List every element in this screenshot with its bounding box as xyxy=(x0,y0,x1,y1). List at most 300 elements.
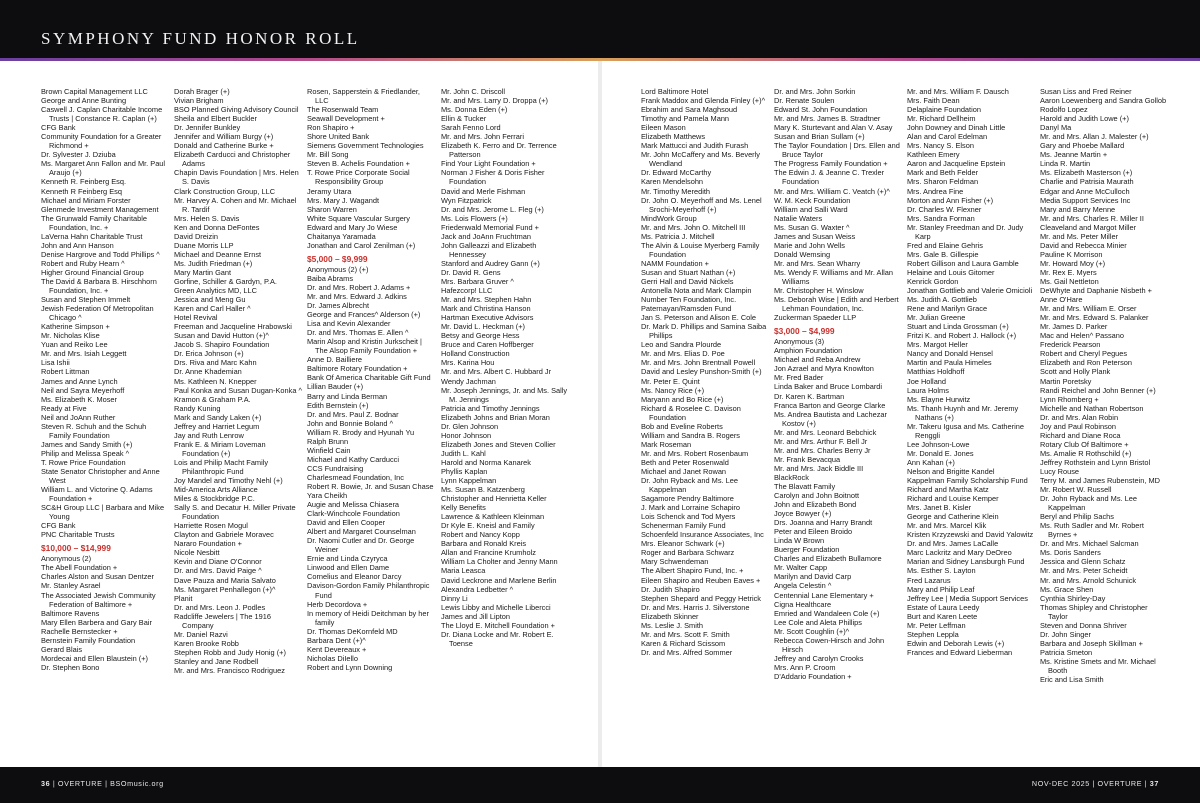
donor-entry: Elizabeth Carducci and Christopher Adams xyxy=(174,150,291,169)
donor-entry: Yara Cheikh xyxy=(307,491,348,501)
donor-entry: Edwin and Deborah Lewis (+) xyxy=(907,638,1005,648)
donor-entry: Shore United Bank xyxy=(307,132,370,142)
donor-entry: Mac and Helen^ Passano xyxy=(1040,331,1124,341)
honor-roll-column-4 xyxy=(441,87,569,648)
page-gutter xyxy=(598,61,602,767)
donor-entry: Mr. Frank Bevacqua xyxy=(774,454,841,464)
donor-entry: Steven B. Achelis Foundation + xyxy=(307,159,410,169)
donor-entry: Eric and Lisa Smith xyxy=(1040,675,1104,685)
donor-entry: Michael and Reba Andrew xyxy=(774,355,861,365)
donor-entry: Jonathan Gottlieb and Valerie Omicioli xyxy=(907,286,1033,296)
donor-entry: Edward St. John Foundation xyxy=(774,105,868,115)
donor-entry: Lee Johnson-Lowe xyxy=(907,439,970,449)
donor-entry: Mrs. Faith Dean xyxy=(907,96,960,106)
donor-entry: The Albert Shapiro Fund, Inc. + xyxy=(641,566,744,576)
donor-entry: Mid-America Arts Alliance xyxy=(174,485,258,495)
donor-entry: Centennial Lane Elementary + xyxy=(774,590,874,600)
donor-entry: John and Bonnie Boland ^ xyxy=(307,418,394,428)
donor-entry: Jeffrey and Harriet Legum xyxy=(174,421,260,431)
donor-entry: Leo and Sandra Plourde xyxy=(641,340,722,350)
donor-entry: Mr. Rex E. Myers xyxy=(1040,267,1097,277)
donor-entry: Sagamore Pendry Baltimore xyxy=(641,494,734,504)
donor-entry: Randy Kuning xyxy=(174,403,221,413)
donor-entry: Rosen, Sapperstein & Friedlander, LLC xyxy=(307,87,420,106)
donor-entry: Lois and Philip Macht Family Philanthropic Fund xyxy=(174,457,269,476)
donor-entry: Ms. Patricia J. Mitchell xyxy=(641,231,715,241)
donor-entry: Mr. and Mrs. Stephen Hahn xyxy=(441,295,532,305)
donor-entry: Lisa Ishii xyxy=(41,358,70,368)
donor-entry: Jessica and Meng Gu xyxy=(174,295,246,305)
donor-entry: Joy Mandel and Timothy Nehl (+) xyxy=(174,476,283,486)
donor-entry: Freeman and Jacqueline Hrabowski xyxy=(174,322,292,332)
donor-entry: David and Lesley Punshon-Smith (+) xyxy=(641,367,762,377)
donor-entry: Ms. Grace Shen xyxy=(1040,584,1094,594)
donor-entry: Buerger Foundation xyxy=(774,545,840,555)
donor-entry: Marilyn and David Carp xyxy=(774,572,852,582)
donor-entry: Jeramy Utara xyxy=(307,186,352,196)
donor-entry: Stephen Robb and Judy Honig (+) xyxy=(174,647,286,657)
donor-entry: The Rosenwald Team xyxy=(307,105,379,115)
donor-entry: Harold and Judith Lowe (+) xyxy=(1040,114,1129,124)
donor-entry: Ms. Nancy Rice (+) xyxy=(641,385,705,395)
donor-entry: Mr. Robert W. Russell xyxy=(1040,485,1112,495)
donor-entry: Bruce and Caren Hoffberger xyxy=(441,340,534,350)
donor-entry: Mr. and Mrs. William E. Orser xyxy=(1040,304,1137,314)
donor-entry: Nicole Nesbitt xyxy=(174,548,220,558)
donor-entry: Mr. and Mrs. William F. Dausch xyxy=(907,87,1009,96)
donor-entry: Number Ten Foundation, Inc. xyxy=(641,295,737,305)
donor-entry: Mary Schwendeman xyxy=(641,557,709,567)
donor-entry: John Galleazzi and Elizabeth Hennessey xyxy=(441,240,537,259)
donor-entry: Charles and Elizabeth Bullamore xyxy=(774,554,882,564)
donor-entry: Patricia and Timothy Jennings xyxy=(441,403,540,413)
donor-entry: Schoenfeld Insurance Associates, Inc xyxy=(641,530,764,540)
donor-entry: The Lloyd E. Mitchell Foundation + xyxy=(441,620,556,630)
donor-entry: Mary K. Sturtevant and Alan V. Asay xyxy=(774,123,893,133)
donor-entry: Holland Construction xyxy=(441,349,510,359)
donor-entry: Mr. Daniel Razvi xyxy=(174,629,228,639)
donor-entry: Stanford and Audrey Gann (+) xyxy=(441,258,540,268)
donor-entry: Neil and Sayra Meyerhoff xyxy=(41,385,125,395)
donor-entry: Robert and Ruby Hearn ^ xyxy=(41,258,125,268)
donor-entry: Find Your Light Foundation + xyxy=(441,159,536,169)
donor-entry: Lee Cole and Aleta Phillips xyxy=(774,617,862,627)
donor-entry: Mr. and Mrs. Isiah Leggett xyxy=(41,349,127,359)
donor-entry: The Taylor Foundation | Drs. Ellen and Bruce Taylor xyxy=(774,141,900,160)
donor-entry: Dr. and Mrs. Jerome L. Fleg (+) xyxy=(441,204,544,214)
donor-entry: Anne O'Hare xyxy=(1040,295,1083,305)
donor-entry: Robert and Cheryl Pegues xyxy=(1040,349,1128,359)
giving-level-heading: $5,000 – $9,999 xyxy=(307,253,368,264)
donor-entry: Mr. Richard Dellheim xyxy=(907,114,976,124)
donor-entry: Elizabeth Matthews xyxy=(641,132,706,142)
donor-entry: Mrs. Karina Hou xyxy=(441,358,495,368)
donor-entry: Mr. Takeru Igusa and Ms. Catherine Renggli xyxy=(907,421,1024,440)
donor-entry: Mr. and Mrs. John O. Mitchell III xyxy=(641,222,746,232)
donor-entry: Joyce Bowyer (+) xyxy=(774,509,832,519)
donor-entry: Dr. Anne Khademian xyxy=(174,367,242,377)
donor-entry: Zuckerman Spaeder LLP xyxy=(774,313,857,323)
donor-entry: Anne D. Bailliere xyxy=(307,355,363,365)
donor-entry: Barry and Linda Berman xyxy=(307,391,388,401)
donor-entry: Linwood and Ellen Dame xyxy=(307,563,390,573)
footer-right-text: NOV-DEC 2025 | OVERTURE | xyxy=(1031,779,1148,788)
donor-entry: Mr. and Mrs. Sean Wharry xyxy=(774,258,861,268)
donor-entry: Aaron Loewenberg and Sandra Gollob xyxy=(1040,96,1167,106)
donor-entry: Ms. Donna Eden (+) xyxy=(441,105,508,115)
donor-entry: Stanley and Jane Rodbell xyxy=(174,656,259,666)
donor-entry: Martin and Paula Himeles xyxy=(907,358,992,368)
donor-entry: Baiba Abrams xyxy=(307,273,354,283)
donor-entry: Fred and Elaine Gehris xyxy=(907,240,983,250)
donor-entry: Mr. Peter Leffman xyxy=(907,620,966,630)
donor-entry: Susan Liss and Fred Reiner xyxy=(1040,87,1132,96)
donor-entry: Clark Construction Group, LLC xyxy=(174,186,276,196)
donor-entry: MindWork Group xyxy=(641,213,697,223)
donor-entry: Ebrahim and Sara Maghsoud xyxy=(641,105,738,115)
donor-entry: Mary and Philip Leaf xyxy=(907,584,975,594)
donor-entry: Steven and Donna Shriver xyxy=(1040,620,1127,630)
donor-entry: BlackRock xyxy=(774,472,809,482)
donor-entry: Mr. and Mrs. Marcel Klik xyxy=(907,521,987,531)
donor-entry: Kathleen Emery xyxy=(907,150,960,160)
donor-entry: Mrs. Sandra Forman xyxy=(907,213,975,223)
donor-entry: Jessica and Glenn Schatz xyxy=(1040,557,1126,567)
donor-entry: Jon Azrael and Myra Knowlton xyxy=(774,364,874,374)
donor-entry: Stuart and Linda Grossman (+) xyxy=(907,322,1009,332)
donor-entry: Cleaveland and Margot Miller xyxy=(1040,222,1137,232)
donor-entry: Karen and Carl Haller ^ xyxy=(174,304,251,314)
donor-entry: Frederick Pearson xyxy=(1040,340,1101,350)
donor-entry: Karen Brooke Robb xyxy=(174,638,239,648)
donor-entry: Linda R. Martin xyxy=(1040,159,1091,169)
donor-entry: Ms. Deborah Wise | Edith and Herbert Lehman Foundation, Inc. xyxy=(774,295,899,314)
donor-entry: Donald and Catherine Burke + xyxy=(174,141,274,151)
donor-entry: Denise Hargrove and Todd Phillips ^ xyxy=(41,249,160,259)
donor-entry: Clayton and Gabriele Moravec xyxy=(174,530,274,540)
donor-entry: Mr. and Mrs. Charles Berry Jr xyxy=(774,445,871,455)
donor-entry: David and Rebecca Minier xyxy=(1040,240,1127,250)
donor-entry: Frank Maddox and Glenda Finley (+)^ xyxy=(641,96,766,106)
donor-entry: Kelly Benefits xyxy=(441,503,486,513)
page-header xyxy=(0,0,1200,58)
donor-entry: Sarah Fenno Lord xyxy=(441,123,501,133)
donor-entry: Jacob S. Shapiro Foundation xyxy=(174,340,270,350)
donor-entry: Ms. Lois Flowers (+) xyxy=(441,213,508,223)
donor-entry: Mr. and Mrs. Jack Biddle III xyxy=(774,463,864,473)
donor-entry: Neil and JoAnn Ruther xyxy=(41,412,116,422)
donor-entry: Siemens Government Technologies xyxy=(307,141,424,151)
donor-entry: Edith Bernstein (+) xyxy=(307,400,369,410)
donor-entry: Allan and Francine Krumholz xyxy=(441,548,536,558)
donor-entry: Mr. David L. Heckman (+) xyxy=(441,322,525,332)
donor-entry: Thomas Shipley and Christopher Taylor xyxy=(1040,602,1148,621)
donor-entry: Donald Wemsing xyxy=(774,249,831,259)
donor-entry: Ms. Susan G. Waxter ^ xyxy=(774,222,850,232)
donor-entry: Alexandra Ledbetter ^ xyxy=(441,584,514,594)
donor-entry: Media Support Services Inc xyxy=(1040,195,1131,205)
accent-rule-right xyxy=(600,58,1200,61)
donor-entry: Mr. and Mrs. Charles R. Miller II xyxy=(1040,213,1144,223)
donor-entry: Harold and Norma Kanarek xyxy=(441,457,531,467)
donor-entry: Michael and Miriam Forster xyxy=(41,195,131,205)
donor-entry: Chapin Davis Foundation | Mrs. Helen S. Davis xyxy=(174,168,299,187)
donor-entry: Mr. Stanley Freedman and Dr. Judy Karp xyxy=(907,222,1024,241)
donor-entry: Estate of Laura Leedy xyxy=(907,602,980,612)
donor-entry: Joy and Paul Robinson xyxy=(1040,421,1117,431)
donor-entry: Mr. and Mrs. John Brentnall Powell xyxy=(641,358,756,368)
honor-roll-column-6 xyxy=(774,87,902,681)
donor-entry: Susan and Stuart Nathan (+) xyxy=(641,267,736,277)
donor-entry: Mr. and Mrs. Edward S. Palanker xyxy=(1040,313,1149,323)
donor-entry: Kenneth R. Feinberg Esq. xyxy=(41,177,127,187)
donor-entry: Dr. Stephen Bono xyxy=(41,662,100,672)
donor-entry: Mark and Christina Hanson xyxy=(441,304,531,314)
donor-entry: Planit xyxy=(174,593,193,603)
donor-entry: Dr. John O. Meyerhoff and Ms. Lenel Srochi-Meyerhoff (+) xyxy=(641,195,762,214)
donor-entry: Mr. and Mrs. Allan J. Malester (+) xyxy=(1040,132,1149,142)
donor-entry: Mr. and Mrs. Larry D. Droppa (+) xyxy=(441,96,548,106)
donor-entry: Aaron and Jacqueline Epstein xyxy=(907,159,1006,169)
donor-entry: James and Susan Weiss xyxy=(774,231,856,241)
donor-entry: Ms. Elizabeth Masterson (+) xyxy=(1040,168,1133,178)
donor-entry: Mr. and Mrs. Scott F. Smith xyxy=(641,629,730,639)
donor-entry: Dinny Li xyxy=(441,593,468,603)
honor-roll-column-3 xyxy=(307,87,435,672)
donor-entry: Jonathan and Carol Zenilman (+) xyxy=(307,240,416,250)
donor-entry: Scott and Holly Plank xyxy=(1040,367,1111,377)
donor-entry: Mrs. Nancy S. Elson xyxy=(907,141,974,151)
donor-entry: Mr. and Mrs. Francisco Rodriguez xyxy=(174,666,285,675)
donor-entry: State Senator Christopher and Anne West xyxy=(41,466,160,486)
donor-entry: Fred Lazarus xyxy=(907,575,951,585)
donor-entry: Barbara and Joseph Skillman + xyxy=(1040,638,1143,648)
donor-entry: Sheila and Elbert Buckler xyxy=(174,114,257,124)
donor-entry: Fritzi K. and Robert J. Hallock (+) xyxy=(907,331,1017,341)
donor-entry: Gerri Hall and David Nickels xyxy=(641,276,734,286)
donor-entry: Beth and Peter Rosenwald xyxy=(641,457,729,467)
donor-entry: Dr. and Mrs. Harris J. Silverstone xyxy=(641,602,750,612)
donor-entry: Matthias Holdhoff xyxy=(907,367,965,377)
donor-entry: Barbara Dent (+)^ xyxy=(307,635,366,645)
donor-entry: Betsy and George Hess xyxy=(441,331,520,341)
donor-entry: Dr. and Mrs. Alan Robin xyxy=(1040,412,1119,422)
donor-entry: Mrs. Helen S. Davis xyxy=(174,213,240,223)
donor-entry: Dr. Karen K. Bartman xyxy=(774,391,845,401)
donor-entry: Yuan and Reiko Lee xyxy=(41,340,108,350)
donor-entry: Natalie Waters xyxy=(774,213,823,223)
donor-entry: Richard and Louise Kemper xyxy=(907,494,999,504)
donor-entry: Clark-Winchcole Foundation xyxy=(307,509,400,519)
donor-entry: Mr. Joseph Jennings, Jr. and Ms. Sally M. Jennings xyxy=(441,385,568,404)
donor-entry: Mr. James D. Parker xyxy=(1040,322,1108,332)
donor-entry: Mr. Walter Capp xyxy=(774,563,828,573)
donor-entry: Schenerman Family Fund xyxy=(641,521,726,531)
donor-entry: Brown Capital Management LLC xyxy=(41,87,148,96)
donor-entry: Glenmede Investment Management xyxy=(41,204,159,214)
donor-entry: Vivian Brigham xyxy=(174,96,224,106)
donor-entry: Carolyn and John Boitnott xyxy=(774,491,860,501)
donor-entry: Peter and Eileen Broido xyxy=(774,527,853,537)
donor-entry: Anonymous (2) (+) xyxy=(307,264,369,274)
donor-entry: Eileen Mason xyxy=(641,123,686,133)
donor-entry: Dr. James Albrecht xyxy=(307,301,370,311)
donor-entry: Ms. Gail Nettleton xyxy=(1040,276,1099,286)
donor-entry: David and Ellen Cooper xyxy=(307,518,386,528)
donor-entry: Michael and Deanne Ernst xyxy=(174,249,262,259)
donor-entry: Mark and Beth Felder xyxy=(907,168,979,178)
donor-entry: Sally S. and Decatur H. Miller Private Foundation xyxy=(174,503,296,522)
donor-entry: Elizabeth and Ron Peterson xyxy=(1040,358,1133,368)
donor-entry: Mrs. Eleanor Schwark (+) xyxy=(641,539,725,549)
donor-entry: Lynn Rhomberg + xyxy=(1040,394,1099,404)
donor-entry: Mr. and Mrs. Robert Rosenbaum xyxy=(641,448,749,458)
donor-entry: Lawrence & Kathleen Kleinman xyxy=(441,512,545,522)
donor-entry: Charles Alston and Susan Dentzer xyxy=(41,572,154,582)
donor-entry: Dr. and Mrs. Michael Salcman xyxy=(1040,539,1139,549)
donor-entry: Cigna Healthcare xyxy=(774,599,832,609)
donor-entry: Elizabeth Skinner xyxy=(641,611,699,621)
donor-entry: James and Sandy Smith (+) xyxy=(41,439,133,449)
donor-entry: Hartman Executive Advisors xyxy=(441,313,534,323)
donor-entry: Danyl Ma xyxy=(1040,123,1072,133)
donor-entry: Frances and Edward Lieberman xyxy=(907,647,1013,657)
donor-entry: Ms. Margaret Ann Fallon and Mr. Paul Araujo (+) xyxy=(41,159,166,178)
donor-entry: Mr. Stanley Asrael xyxy=(41,581,101,591)
donor-entry: Marian and Sidney Lansburgh Fund xyxy=(907,557,1025,567)
donor-entry: Friedenwald Memorial Fund + xyxy=(441,222,539,232)
donor-entry: Philip and Melissa Speak ^ xyxy=(41,448,130,458)
donor-entry: DeWhyte and Daphanie Nisbeth + xyxy=(1040,286,1152,296)
donor-entry: Franca Barton and George Clarke xyxy=(774,400,886,410)
donor-entry: The Progress Family Foundation + xyxy=(774,159,888,169)
footer-right xyxy=(1032,779,1159,788)
donor-entry: Lynn Kappelman xyxy=(441,476,497,486)
donor-entry: Lisa and Kevin Alexander xyxy=(307,319,391,329)
donor-entry: Dr. Jennifer Bunkley xyxy=(174,123,241,133)
donor-entry: Nicholas DiIello xyxy=(307,653,358,663)
donor-entry: William and Salli Ward xyxy=(774,204,848,214)
donor-entry: Kenrick Gordon xyxy=(907,276,959,286)
donor-entry: Ms. Wendy F. Williams and Mr. Allan Williams xyxy=(774,267,893,286)
donor-entry: Laura Holms xyxy=(907,385,949,395)
donor-entry: Green Analytics MD, LLC xyxy=(174,286,257,296)
donor-entry: Dr. and Mrs. John Sorkin xyxy=(774,87,856,96)
donor-entry: Ms. Margaret Penhallegon (+)^ xyxy=(174,584,276,594)
donor-entry: Dr. David R. Gens xyxy=(441,267,501,277)
donor-entry: Charlesmead Foundation, Inc xyxy=(307,472,404,482)
footer-left xyxy=(41,779,164,788)
donor-entry: Timothy and Pamela Mann xyxy=(641,114,730,124)
donor-entry: Ann Kahan (+) xyxy=(907,457,955,467)
accent-rule-left xyxy=(0,58,600,61)
donor-entry: Kristen Krzyzewski and David Yalowitz xyxy=(907,530,1034,540)
donor-entry: Edward and Mary Jo Wiese xyxy=(307,222,398,232)
donor-entry: Mr. and Mrs. Leonard Bebchick xyxy=(774,427,877,437)
donor-entry: Antonella Nota and Mark Clampin xyxy=(641,286,752,296)
donor-entry: Norman J Fisher & Doris Fisher Foundation xyxy=(441,168,545,187)
donor-entry: Helaine and Louis Gitomer xyxy=(907,267,995,277)
donor-entry: Barbara and Ronald Kreis xyxy=(441,539,527,549)
donor-entry: Ms. Esther S. Layton xyxy=(907,566,976,576)
donor-entry: Wendy Jachman xyxy=(441,376,496,386)
donor-entry: In memory of Heidi Deitchman by her family xyxy=(307,608,429,627)
donor-entry: Mr. and Mrs. Arthur F. Bell Jr xyxy=(774,436,868,446)
donor-entry: NAMM Foundation + xyxy=(641,258,709,268)
donor-entry: Ms. Judith Friedman (+) xyxy=(174,258,253,268)
donor-entry: Amphion Foundation xyxy=(774,346,843,356)
donor-entry: Cornelius and Eleanor Darcy xyxy=(307,572,402,582)
donor-entry: Marc Lackritz and Mary DeOreo xyxy=(907,548,1012,558)
donor-entry: Mr. Julian Greene xyxy=(907,313,966,323)
donor-entry: BSO Planned Giving Advisory Council xyxy=(174,105,299,115)
donor-entry: Ms. Judith A. Gottlieb xyxy=(907,295,977,305)
donor-entry: Rene and Marilyn Grace xyxy=(907,304,988,314)
donor-entry: Dr. and Mrs. Leon J. Podles xyxy=(174,602,266,612)
donor-entry: Robert R. Bowie, Jr. and Susan Chase xyxy=(307,481,434,491)
donor-entry: Mrs. Mary J. Wagandt xyxy=(307,195,380,205)
donor-entry: Anonymous (3) xyxy=(774,337,825,347)
page-title: SYMPHONY FUND HONOR ROLL xyxy=(41,29,360,48)
donor-entry: The Alvin & Louise Myerberg Family Foundation xyxy=(641,240,760,259)
donor-entry: James and Jill Lipton xyxy=(441,611,511,621)
donor-entry: Kevin and Diane O'Connor xyxy=(174,557,262,567)
donor-entry: Duane Morris LLP xyxy=(174,240,234,250)
donor-entry: Drs. Joanna and Harry Brandt xyxy=(774,518,873,528)
donor-entry: Ms. Kristine Smets and Mr. Michael Booth xyxy=(1040,656,1156,675)
honor-roll-column-7 xyxy=(907,87,1035,657)
donor-entry: Rodolfo Lopez xyxy=(1040,105,1088,115)
donor-entry: Dr. and Mrs. Thomas E. Allen ^ xyxy=(307,328,409,338)
donor-entry: T. Rowe Price Corporate Social Responsibility Group xyxy=(307,168,410,187)
donor-entry: William L. and Victorine Q. Adams Foundation + xyxy=(41,485,153,504)
donor-entry: Stephen Shepard and Peggy Hetrick xyxy=(641,593,761,603)
donor-entry: CCS Fundraising xyxy=(307,463,364,473)
donor-entry: Katherine Simpson + xyxy=(41,322,110,332)
donor-entry: Christopher and Henrietta Keller xyxy=(441,494,547,504)
donor-entry: Jay and Ruth Lenrow xyxy=(174,430,244,440)
donor-entry: Delaplaine Foundation xyxy=(907,105,981,115)
donor-entry: Kramon & Graham P.A. xyxy=(174,394,251,404)
donor-entry: Michael and Janet Rowan xyxy=(641,466,727,476)
donor-entry: Dr. and Mrs. Robert J. Adams + xyxy=(307,282,411,292)
donor-entry: White Square Vascular Surgery xyxy=(307,213,410,223)
donor-entry: Susan and Stephen Immelt xyxy=(41,295,131,305)
donor-entry: Bank Of America Charitable Gift Fund xyxy=(307,373,431,383)
donor-entry: Robert and Lynn Downing xyxy=(307,662,393,672)
donor-entry: Mr. Harvey A. Cohen and Mr. Michael R. Tardif xyxy=(174,195,297,214)
donor-entry: Mrs. Janet B. Kisler xyxy=(907,503,972,513)
donor-entry: Ken and Donna DeFontes xyxy=(174,222,260,232)
donor-entry: PNC Charitable Trusts xyxy=(41,530,115,540)
donor-entry: Mr. Donald E. Jones xyxy=(907,448,974,458)
donor-entry: Mrs. Sharon Feldman xyxy=(907,177,979,187)
donor-entry: CFG Bank xyxy=(41,123,76,133)
donor-entry: Richard & Roselee C. Davison Foundation xyxy=(641,403,741,422)
donor-entry: The Associated Jewish Community Federation of Baltimore + xyxy=(41,590,156,609)
donor-entry: Phyllis Kaplan xyxy=(441,466,488,476)
donor-entry: Burt and Karen Leete xyxy=(907,611,978,621)
donor-entry: Gary and Phoebe Mallard xyxy=(1040,141,1125,151)
donor-entry: Steven R. Schuh and the Schuh Family Foundation xyxy=(41,421,147,440)
donor-entry: Dr. and Mrs. David Paige ^ xyxy=(174,566,262,576)
donor-entry: Kappelman Family Scholarship Fund xyxy=(907,476,1028,486)
donor-entry: William La Cholter and Jenny Mann xyxy=(441,557,558,567)
donor-entry: Morton and Ann Fisher (+) xyxy=(907,195,994,205)
donor-entry: John Downey and Dinah Little xyxy=(907,123,1006,133)
donor-entry: Kent Devereaux + xyxy=(307,644,367,654)
donor-entry: Ms. Andrea Bautista and Lachezar Kostov (+) xyxy=(774,409,887,428)
